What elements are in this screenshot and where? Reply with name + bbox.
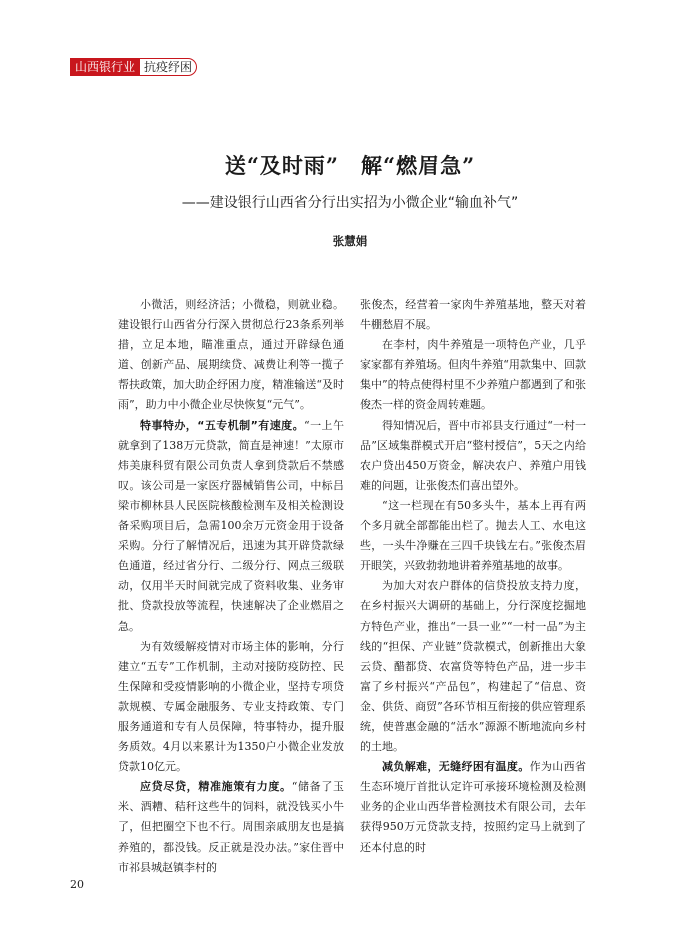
paragraph	[118, 416, 344, 637]
section-tag-secondary: 抗疫纾困	[140, 58, 197, 76]
paragraph-heading: 减负解难，无缝纾困有温度。	[382, 760, 530, 774]
section-tag	[70, 58, 197, 76]
paragraph-body: “一上午就拿到了138万元贷款，简直是神速！”太原市炜美康科贸有限公司负责人拿到贷款后不禁感叹。该公司是一家医疗器械销售公司，中标吕梁市柳林县人民医院核酸检测车及相关检测设备采购项目后，急需100余万元资金用于设备采购。分行了解情况后，迅速为其开辟贷款绿色通道，经过省分行、二级分行、网点三级联动，仅用半天时间就完成了资料收集、业务审批、贷款投放等流程，快速解决了企业燃眉之急。	[118, 418, 344, 633]
left-column	[118, 295, 344, 878]
article-subtitle: ——建设银行山西省分行出实招为小微企业“输血补气”	[181, 195, 519, 211]
paragraph-body: 作为山西省生态环境厅首批认定许可承接环境检测及检测业务的企业山西华普检测技术有限公司，去年获得950万元贷款支持，按照约定马上就到了还本付息的时	[360, 760, 587, 854]
paragraph: 在李村，肉牛养殖是一项特色产业，几乎家家都有养殖场。但肉牛养殖“用款集中、回款集中”的特点使得村里不少养殖户都遇到了和张俊杰一样的资金周转难题。	[360, 338, 586, 412]
paragraph: 张俊杰，经营着一家肉牛养殖基地，整天对着牛棚愁眉不展。	[360, 298, 586, 332]
paragraph-heading: 特事特办，“五专机制”有速度。	[140, 418, 305, 432]
paragraph	[118, 777, 344, 877]
article-title: 送“及时雨” 解“燃眉急”	[224, 153, 476, 178]
paragraph: 为有效缓解疫情对市场主体的影响，分行建立“五专”工作机制，主动对接防疫防控、民生保障和受疫情影响的小微企业，坚持专项贷款规模、专属金融服务、专业支持政策、专门服务通道和专有人员保障，特事特办，提升服务质效。4月以来累计为1350户小微企业发放贷款10亿元。	[118, 639, 344, 774]
section-tag-primary: 山西银行业	[70, 58, 140, 76]
page-number: 20	[70, 878, 84, 891]
paragraph-heading: 应贷尽贷，精准施策有力度。	[140, 780, 292, 794]
paragraph: “这一栏现在有50多头牛，基本上再有两个多月就全部都能出栏了。抛去人工、水电这些，一头牛净赚在三四千块钱左右。”张俊杰眉开眼笑，兴致勃勃地讲着养殖基地的故事。	[360, 498, 586, 573]
paragraph: 小微活，则经济活；小微稳，则就业稳。建设银行山西省分行深入贯彻总行23条系列举措，立足本地，瞄准重点，通过开辟绿色通道、创新产品、展期续贷、减费让利等一揽子帮扶政策，加大助企纾困力度，精准输送“及时雨”，助力中小微企业尽快恢复“元气”。	[118, 298, 344, 412]
paragraph: 得知情况后，晋中市祁县支行通过“一村一品”区域集群模式开启“整村授信”，5天之内给农户贷出450万资金，解决农户、养殖户用钱难的问题，让张俊杰们喜出望外。	[360, 418, 586, 492]
paragraph-body: “储备了玉米、酒糟、秸秆这些牛的饲料，就没钱买小牛了，但把圈空下也不行。周围亲戚朋友也是搞养殖的，都没钱。反正就是没办法。”家住晋中市祁县城赵镇李村的	[118, 780, 345, 874]
article-author: 张慧娟	[332, 234, 368, 248]
right-column	[360, 295, 586, 858]
paragraph: 为加大对农户群体的信贷投放支持力度，在乡村振兴大调研的基础上，分行深度挖掘地方特色产业，推出“一县一业”“一村一品”为主线的“担保、产业链”贷款模式，创新推出大象云贷、醋都贷、农富贷等特色产品，进一步丰富了乡村振兴“产品包”，构建起了“信息、资金、供货、商贸”各环节相互衔接的供应管理系统，使普惠金融的“活水”源源不断地流向乡村的土地。	[360, 579, 586, 754]
paragraph	[360, 757, 586, 857]
